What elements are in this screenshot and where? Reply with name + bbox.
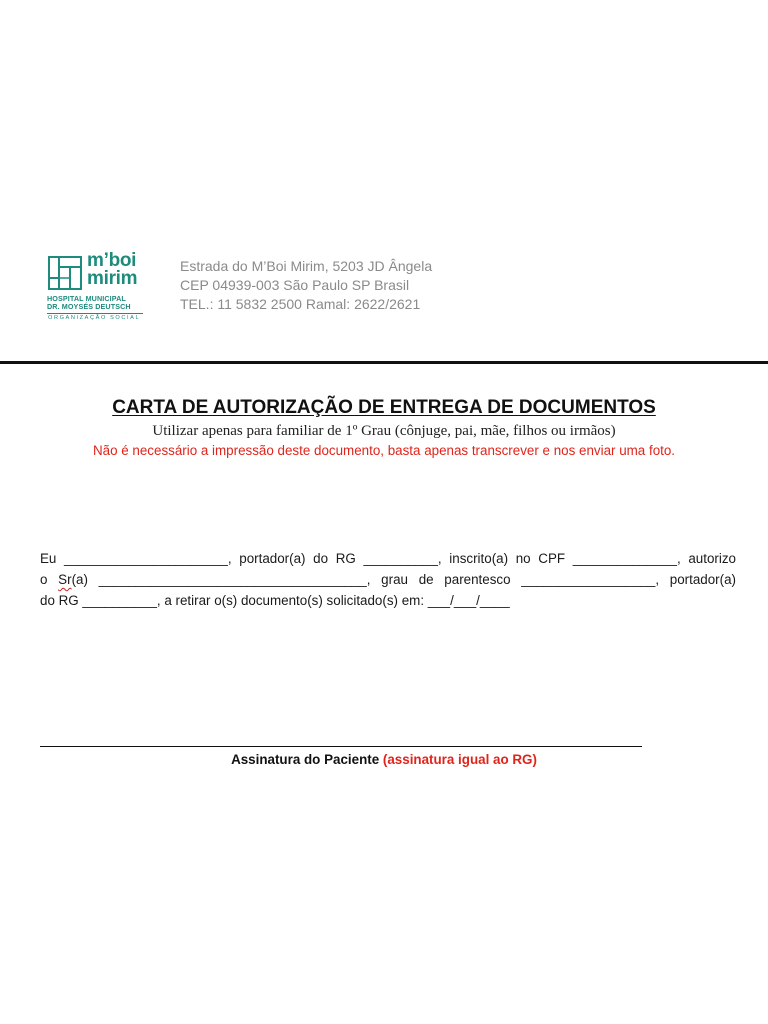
hospital-address [180,257,432,314]
signature-caption [0,751,768,769]
header-divider [0,361,768,364]
authorization-line-2-prefix: o [40,572,59,587]
logo-hospital-line2: DR. MOYSÉS DEUTSCH [47,302,131,311]
document-title: CARTA DE AUTORIZAÇÃO DE ENTREGA DE DOCUMENTOS [112,397,656,418]
authorization-line-2-sr: Sr [58,572,72,587]
logo-divider [47,313,143,314]
authorization-line-2-rest: (a) ____________________________________, grau de parentesco __________________, portador(a) [71,572,737,587]
authorization-text [40,548,736,611]
logo-brand-line2: mirim [87,268,138,289]
authorization-line-3: do RG __________, a retirar o(s) documento(s) solicitado(s) em: ___/___/____ [40,593,510,608]
authorization-line-2 [40,569,736,590]
logo-hospital-line1: HOSPITAL MUNICIPAL [47,294,126,303]
authorization-line-1: Eu ______________________, portador(a) do RG __________, inscrito(a) no CPF ______________, autorizo [40,551,736,566]
logo-mark-icon [48,256,82,290]
logo-brand-line1: m’boi [87,250,137,271]
document-subtitle: Utilizar apenas para familiar de 1º Grau (cônjuge, pai, mãe, filhos ou irmãos) [152,423,616,439]
document-note: Não é necessário a impressão deste documento, basta apenas transcrever e nos enviar uma foto. [92,443,676,458]
address-line-1: Estrada do M’Boi Mirim, 5203 JD Ângela [180,258,433,274]
signature-note: (assinatura igual ao RG) [382,752,537,767]
hospital-logo [47,250,147,322]
logo-org-line: ORGANIZAÇÃO SOCIAL [48,315,141,321]
address-line-2: CEP 04939-003 São Paulo SP Brasil [180,277,410,293]
logo-hospital-name [47,295,131,311]
signature-line [40,746,642,747]
logo-brand-name [87,252,137,288]
address-line-3: TEL.: 11 5832 2500 Ramal: 2622/2621 [180,296,421,312]
signature-label: Assinatura do Paciente [231,752,380,767]
